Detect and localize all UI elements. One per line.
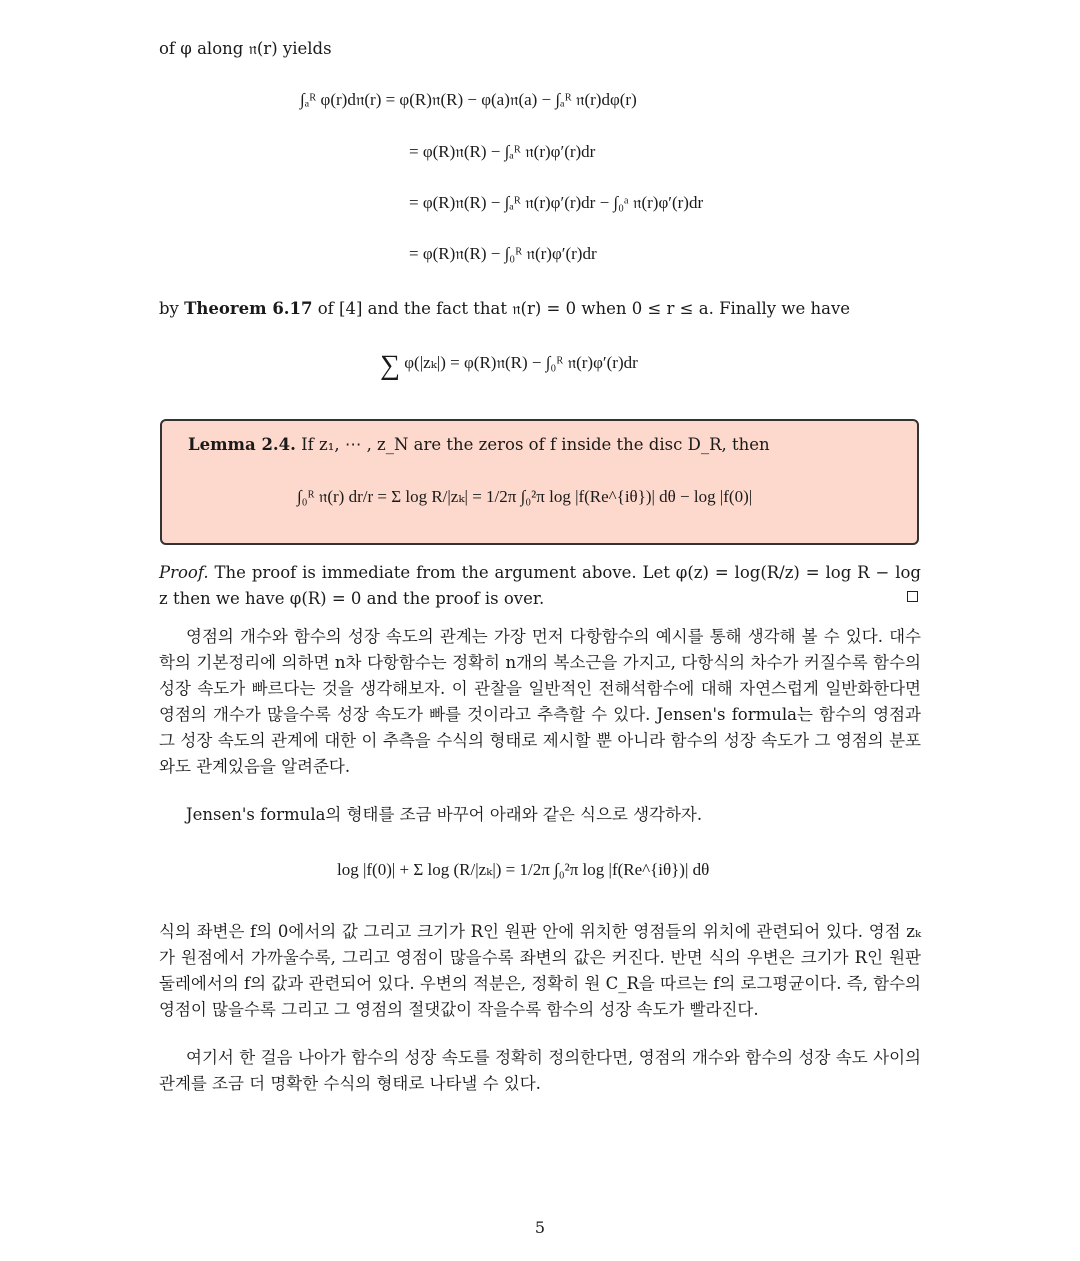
proof-label: Proof. [159,563,209,582]
sum-equation-body: φ(|zₖ|) = φ(R)𝔫(R) − ∫₀ᴿ 𝔫(r)φ′(r)dr [404,353,638,372]
sum-equation [380,350,638,382]
lemma-label: Lemma 2.4. [188,435,296,454]
theorem-post: of [4] and the fact that 𝔫(r) = 0 when 0 ≤ r ≤ a. Finally we have [312,299,851,318]
lemma-equation: ∫₀ᴿ 𝔫(r) dr/r = Σ log R/|zₖ| = 1/2π ∫₀²π log |f(Re^{iθ})| dθ − log |f(0)| [297,487,753,506]
equation-line-2: = φ(R)𝔫(R) − ∫ₐᴿ 𝔫(r)φ′(r)dr [409,142,596,161]
korean-paragraph-4: 여기서 한 걸음 나아가 함수의 성장 속도를 정확히 정의한다면, 영점의 개수와 함수의 성장 속도 사이의 관계를 조금 더 명확한 수식의 형태로 나타낼 수 있다. [159,1048,921,1093]
lemma-box [160,419,919,545]
theorem-line [159,296,850,322]
korean-paragraph-2: Jensen's formula의 형태를 조금 바꾸어 아래와 같은 식으로 생각하자. [186,805,703,824]
korean-paragraph-1: 영점의 개수와 함수의 성장 속도의 관계는 가장 먼저 다항함수의 예시를 통해 생각해 볼 수 있다. 대수학의 기본정리에 의하면 n차 다항함수는 정확히 n개의 복소근을 가지고, 다항식의 차수가 커질수록 함수의 성장 속도가 빠르다는 것을 생각해보자. 이 관찰을 일반적인 전해석함수에 대해 자연스럽게 일반화한다면 영점의 개수가 많을수록 성장 속도가 빠를 것이라고 추측할 수 있다. Jensen's formula는 함수의 영점과 그 성장 속도의 관계에 대한 이 추측을 수식의 형태로 제시할 뿐 아니라 함수의 성장 속도가 그 영점의 분포와도 관계있음을 알려준다. [159,627,921,776]
intro-line: of φ along 𝔫(r) yields [159,39,332,58]
lemma-statement [188,432,770,458]
equation-line-3: = φ(R)𝔫(R) − ∫ₐᴿ 𝔫(r)φ′(r)dr − ∫₀ᵃ 𝔫(r)φ′(r)dr [409,193,704,212]
equation-line-4: = φ(R)𝔫(R) − ∫₀ᴿ 𝔫(r)φ′(r)dr [409,244,597,263]
page-number: 5 [534,1218,546,1237]
jensen-equation: log |f(0)| + Σ log (R/|zₖ|) = 1/2π ∫₀²π log |f(Re^{iθ})| dθ [337,860,710,879]
equation-line-1: ∫ₐᴿ φ(r)d𝔫(r) = φ(R)𝔫(R) − φ(a)𝔫(a) − ∫ₐᴿ 𝔫(r)dφ(r) [300,90,637,109]
korean-paragraph-3: 식의 좌변은 f의 0에서의 값 그리고 크기가 R인 원판 안에 위치한 영점들의 위치에 관련되어 있다. 영점 zₖ가 원점에서 가까울수록, 그리고 영점이 많을수록 좌변의 값은 커진다. 반면 식의 우변은 크기가 R인 원판 둘레에서의 f의 값과 관련되어 있다. 우변의 적분은, 정확히 원 C_R을 따르는 f의 로그평균이다. 즉, 함수의 영점이 많을수록 그리고 그 영점의 절댓값이 작을수록 함수의 성장 속도가 빨라진다. [159,922,921,1019]
theorem-pre: by [159,299,185,318]
proof-paragraph [159,560,921,612]
theorem-ref: Theorem 6.17 [184,299,313,318]
qed-square [907,591,918,602]
lemma-text: If z₁, ⋯ , z_N are the zeros of f inside the disc D_R, then [295,435,770,454]
sum-sign: ∑ [380,350,400,381]
proof-text: The proof is immediate from the argument above. Let φ(z) = log(R/z) = log R − log z then we have φ(R) = 0 and the proof is over. [159,563,921,608]
